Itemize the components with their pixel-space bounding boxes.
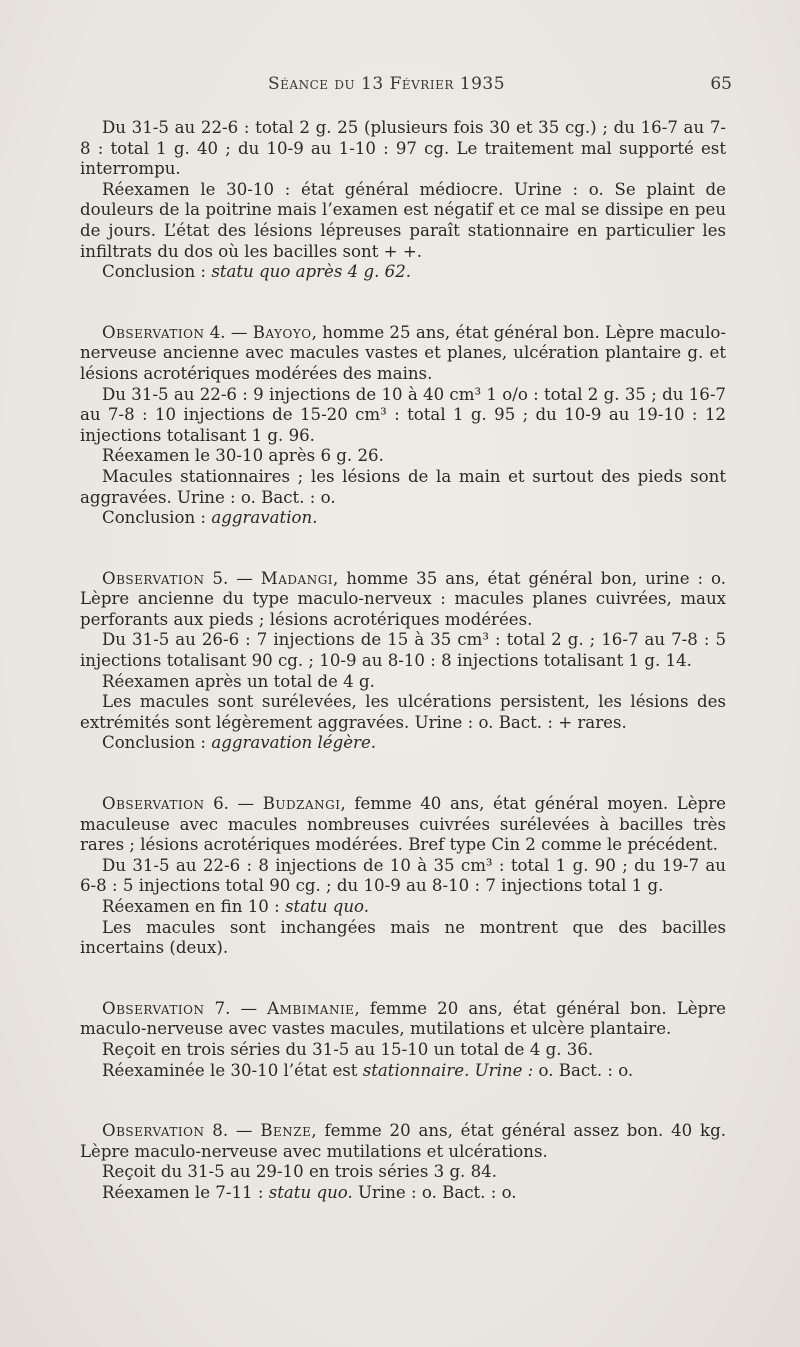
observation-8-heading: Observation 8. — Benze, femme 20 ans, état général assez bon. 40 kg. Lèpre maculo-nerveuse avec mutilations et ulcérations. <box>80 1121 727 1161</box>
paragraph: Réexaminée le 30-10 l’état est stationnaire. Urine : o. Bact. : o. <box>102 1060 634 1080</box>
paragraph: Du 31-5 au 22-6 : 8 injections de 10 à 35 cm³ : total 1 g. 90 ; du 19-7 au 6-8 : 5 injections total 90 cg. ; du 10-9 au 8-10 : 7 injections total 1 g. <box>80 855 726 896</box>
paragraph: Reçoit du 31-5 au 29-10 en trois séries 3 g. 84. <box>102 1162 498 1182</box>
paragraph: Réexamen le 30-10 : état général médiocre. Urine : o. Se plaint de douleurs de la poitrine mais l’examen est négatif et ce mal se dissipe en peu de jours. L’état des lésions lépreuses paraît stationnaire en particulier les infiltrats du dos où les bacilles sont + +. <box>80 179 726 261</box>
running-title: Séance du 13 Février 1935 <box>268 74 506 94</box>
paragraph: Macules stationnaires ; les lésions de la main et surtout des pieds sont aggravées. Urine : o. Bact. : o. <box>80 466 726 507</box>
paragraph: Du 31-5 au 26-6 : 7 injections de 15 à 35 cm³ : total 2 g. ; 16-7 au 7-8 : 5 injections totalisant 90 cg. ; 10-9 au 8-10 : 8 injections totalisant 1 g. 14. <box>80 630 726 671</box>
paragraph: Reçoit en trois séries du 31-5 au 15-10 un total de 4 g. 36. <box>102 1039 594 1059</box>
paragraph: Réexamen le 7-11 : statu quo. Urine : o. Bact. : o. <box>102 1182 517 1202</box>
conclusion: Conclusion : statu quo après 4 g. 62. <box>102 262 412 282</box>
paragraph: Du 31-5 au 22-6 : total 2 g. 25 (plusieurs fois 30 et 35 cg.) ; du 16-7 au 7-8 : total 1 g. 40 ; du 10-9 au 1-10 : 97 cg. Le traitement mal supporté est interrompu. <box>80 118 726 179</box>
conclusion: Conclusion : aggravation. <box>102 508 318 528</box>
page-body <box>80 118 726 1204</box>
paragraph: Les macules sont surélevées, les ulcérations persistent, les lésions des extrémités sont légèrement aggravées. Urine : o. Bact. : + rares. <box>80 692 726 732</box>
observation-5-heading: Observation 5. — Madangi, homme 35 ans, état général bon, urine : o. Lèpre ancienne du type maculo-nerveux : macules planes cuivrées, maux perforants aux pieds ; lésions acrotériques modérées. <box>80 568 727 629</box>
paragraph: Les macules sont inchangées mais ne montrent que des bacilles incertains (deux). <box>80 917 726 958</box>
observation-4-heading: Observation 4. — Bayoyo, homme 25 ans, état général bon. Lèpre maculo-nerveuse ancienne avec macules vastes et planes, ulcération plantaire g. et lésions acrotériques modérées des mains. <box>80 322 727 383</box>
paragraph: Réexamen en fin 10 : statu quo. <box>102 897 369 916</box>
page-number: 65 <box>710 74 732 94</box>
conclusion: Conclusion : aggravation légère. <box>102 733 377 753</box>
paragraph: Réexamen après un total de 4 g. <box>102 671 375 691</box>
observation-6-heading: Observation 6. — Budzangi, femme 40 ans, état général moyen. Lèpre maculeuse avec macules nombreuses cuivrées surélevées à bacilles très rares ; lésions acrotériques modérées. Bref type Cin 2 comme le précédent. <box>80 794 727 855</box>
observation-7-heading: Observation 7. — Ambimanie, femme 20 ans, état général bon. Lèpre maculo-nerveuse avec vastes macules, mutilations et ulcère plantaire. <box>80 998 726 1039</box>
paragraph: Réexamen le 30-10 après 6 g. 26. <box>102 446 384 466</box>
paragraph: Du 31-5 au 22-6 : 9 injections de 10 à 40 cm³ 1 o/o : total 2 g. 35 ; du 16-7 au 7-8 : 10 injections de 15-20 cm³ : total 1 g. 95 ; du 10-9 au 19-10 : 12 injections totalisant 1 g. 96. <box>80 384 726 445</box>
